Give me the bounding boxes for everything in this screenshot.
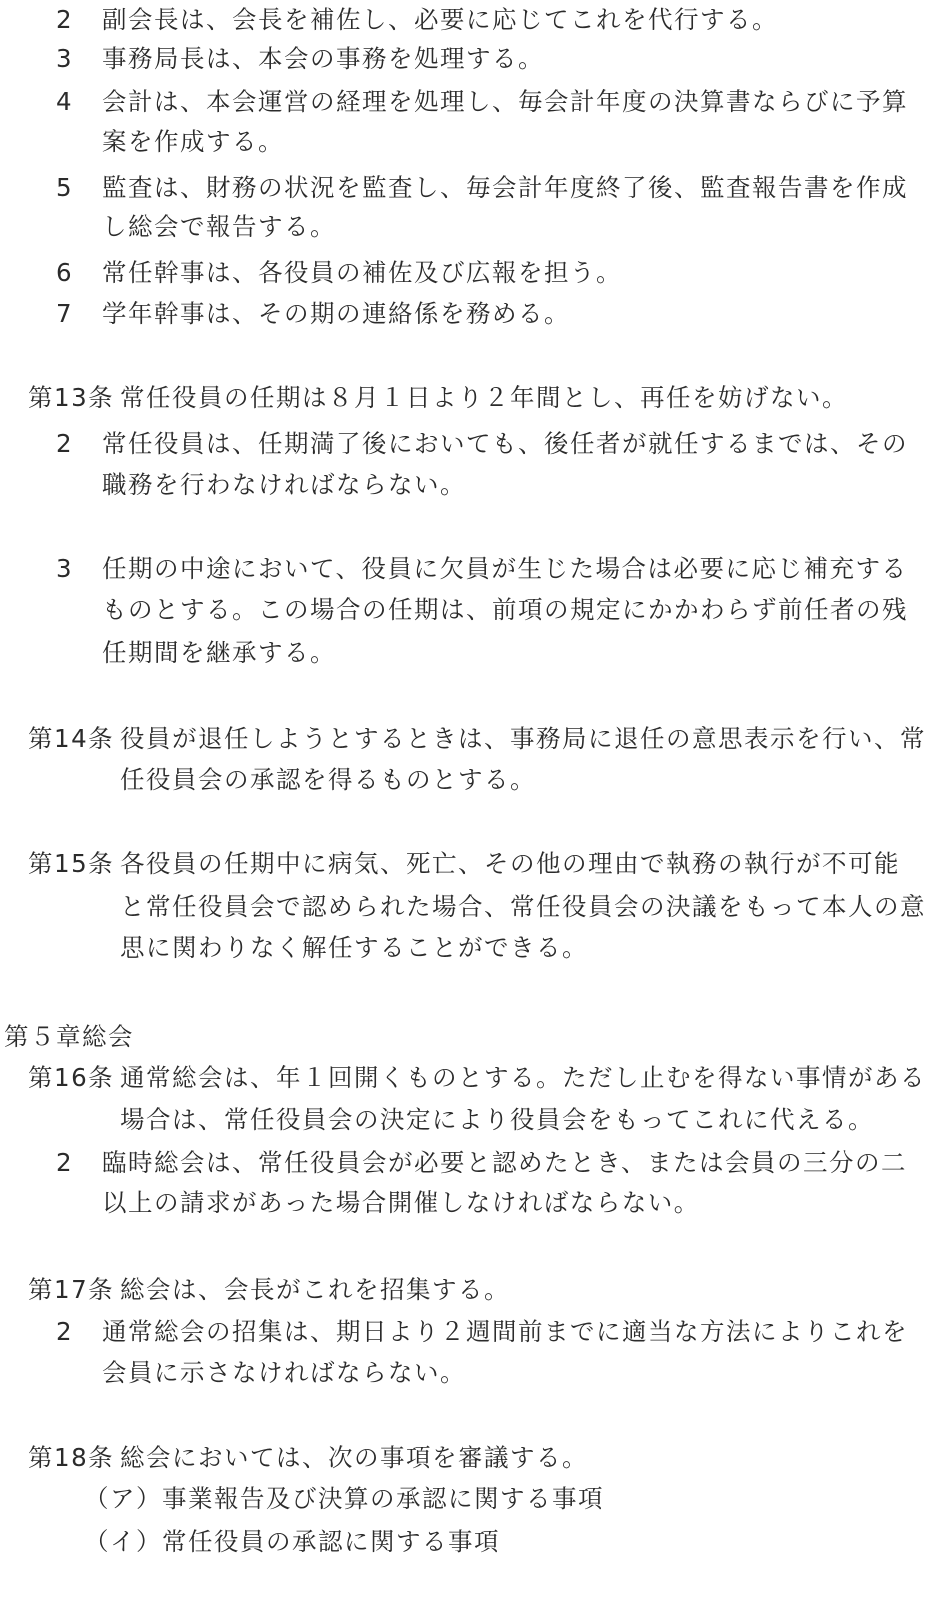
chapter-number: 第５章 <box>4 1022 82 1051</box>
clause-text: 副会長は、会長を補佐し、必要に応じてこれを代行する。 <box>102 5 778 34</box>
clause-line <box>56 5 778 34</box>
clause-number: 7 <box>56 299 74 328</box>
clause-line <box>56 554 908 583</box>
clause-number: 2 <box>56 1148 74 1177</box>
clause-number: 2 <box>56 5 74 34</box>
article-continuation: と常任役員会で認められた場合、常任役員会の決議をもって本人の意 <box>120 892 926 921</box>
article-number: 第15条 <box>28 849 115 878</box>
chapter-title: 総会 <box>82 1022 134 1051</box>
clause-text: 通常総会の招集は、期日より２週間前までに適当な方法によりこれを <box>102 1317 908 1346</box>
clause-line <box>56 299 570 328</box>
clause-text: 任期の中途において、役員に欠員が生じた場合は必要に応じ補充する <box>102 554 908 583</box>
article-17 <box>28 1275 510 1304</box>
article-text: 各役員の任期中に病気、死亡、その他の理由で執務の執行が不可能 <box>120 849 900 878</box>
clause-continuation: 以上の請求があった場合開催しなければならない。 <box>102 1188 700 1217</box>
article-14 <box>28 724 926 753</box>
article-number: 第18条 <box>28 1443 115 1472</box>
article-text: 通常総会は、年１回開くものとする。ただし止むを得ない事情がある <box>120 1063 926 1092</box>
article-13 <box>28 383 848 412</box>
clause-line <box>56 44 544 73</box>
article-number: 第13条 <box>28 383 115 412</box>
article-continuation: 場合は、常任役員会の決定により役員会をもってこれに代える。 <box>120 1105 874 1134</box>
clause-continuation: 案を作成する。 <box>102 127 284 156</box>
clause-continuation: ものとする。この場合の任期は、前項の規定にかかわらず前任者の残 <box>102 595 908 624</box>
list-item: （ア）事業報告及び決算の承認に関する事項 <box>84 1484 604 1513</box>
clause-number: 3 <box>56 44 74 73</box>
clause-number: 3 <box>56 554 74 583</box>
clause-line <box>56 258 622 287</box>
article-text: 役員が退任しようとするときは、事務局に退任の意思表示を行い、常 <box>120 724 926 753</box>
clause-text: 臨時総会は、常任役員会が必要と認めたとき、または会員の三分の二 <box>102 1148 908 1177</box>
clause-line <box>56 1317 908 1346</box>
article-text: 総会においては、次の事項を審議する。 <box>120 1443 588 1472</box>
clause-continuation: 任期間を継承する。 <box>102 638 336 667</box>
clause-number: 2 <box>56 429 74 458</box>
clause-line <box>56 1148 908 1177</box>
article-15 <box>28 849 900 878</box>
clause-text: 常任役員は、任期満了後においても、後任者が就任するまでは、その <box>102 429 908 458</box>
clause-text: 事務局長は、本会の事務を処理する。 <box>102 44 544 73</box>
clause-line <box>56 173 908 202</box>
article-number: 第14条 <box>28 724 115 753</box>
clause-line <box>56 429 908 458</box>
chapter-heading <box>4 1022 134 1051</box>
article-continuation: 任役員会の承認を得るものとする。 <box>120 765 536 794</box>
article-18 <box>28 1443 588 1472</box>
article-text: 総会は、会長がこれを招集する。 <box>120 1275 510 1304</box>
article-number: 第17条 <box>28 1275 115 1304</box>
clause-continuation: し総会で報告する。 <box>102 212 336 241</box>
clause-text: 会計は、本会運営の経理を処理し、毎会計年度の決算書ならびに予算 <box>102 87 908 116</box>
clause-text: 常任幹事は、各役員の補佐及び広報を担う。 <box>102 258 622 287</box>
clause-number: 6 <box>56 258 74 287</box>
clause-number: 5 <box>56 173 74 202</box>
article-text: 常任役員の任期は８月１日より２年間とし、再任を妨げない。 <box>120 383 848 412</box>
article-continuation: 思に関わりなく解任することができる。 <box>120 933 588 962</box>
article-16 <box>28 1063 926 1092</box>
list-item: （イ）常任役員の承認に関する事項 <box>84 1527 500 1556</box>
clause-continuation: 会員に示さなければならない。 <box>102 1358 466 1387</box>
article-number: 第16条 <box>28 1063 115 1092</box>
clause-number: 4 <box>56 87 74 116</box>
clause-text: 学年幹事は、その期の連絡係を務める。 <box>102 299 570 328</box>
clause-continuation: 職務を行わなければならない。 <box>102 470 466 499</box>
clause-line <box>56 87 908 116</box>
clause-text: 監査は、財務の状況を監査し、毎会計年度終了後、監査報告書を作成 <box>102 173 908 202</box>
clause-number: 2 <box>56 1317 74 1346</box>
